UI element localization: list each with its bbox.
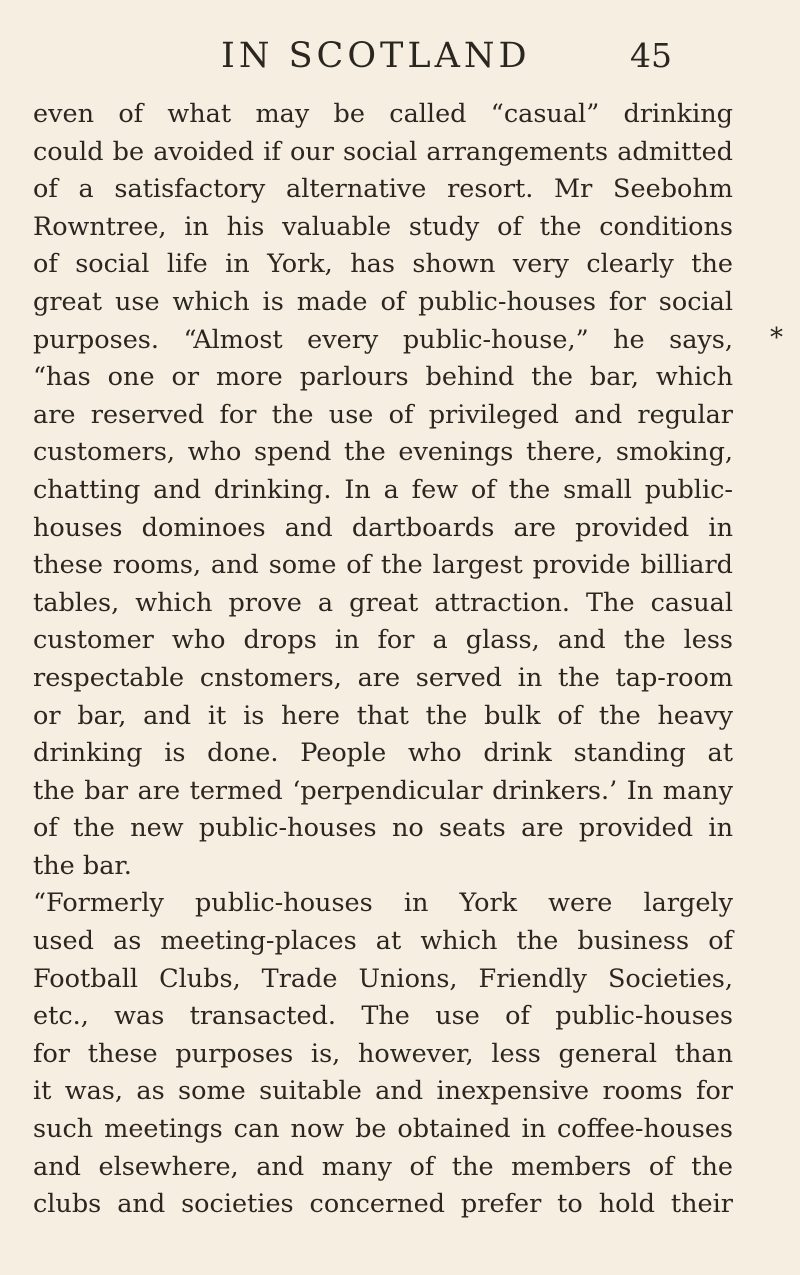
text-line: respectable cnstomers, are served in the tap-room <box>33 662 733 693</box>
text-line: purposes. “Almost every public-house,” he says, <box>33 324 733 355</box>
text-line: customers, who spend the evenings there, smoking, <box>33 437 733 468</box>
text-line: “has one or more parlours behind the bar, which <box>33 362 733 393</box>
body-text <box>33 96 733 1224</box>
text-line: great use which is made of public-houses for social <box>33 286 733 317</box>
text-line: and elsewhere, and many of the members of the <box>33 1151 733 1182</box>
text-line: for these purposes is, however, less general than <box>33 1038 733 1069</box>
text-line: it was, as some suitable and inexpensive rooms for <box>33 1076 733 1107</box>
text-line: or bar, and it is here that the bulk of the heavy <box>33 700 733 731</box>
text-line: are reserved for the use of privileged and regular <box>33 399 733 430</box>
text-line: customer who drops in for a glass, and the less <box>33 625 733 656</box>
text-line: of social life in York, has shown very clearly the <box>33 249 733 280</box>
text-line: “Formerly public-houses in York were largely <box>33 888 733 919</box>
text-line: etc., was transacted. The use of public-houses <box>33 1001 733 1032</box>
text-line: Rowntree, in his valuable study of the conditions <box>33 211 733 242</box>
text-line: chatting and drinking. In a few of the small public- <box>33 474 733 505</box>
text-line: houses dominoes and dartboards are provided in <box>33 512 733 543</box>
text-line: clubs and societies concerned prefer to hold their <box>33 1189 733 1220</box>
margin-asterisk-mark: * <box>770 323 783 353</box>
page-header <box>0 36 800 86</box>
text-line: drinking is done. People who drink standing at <box>33 738 733 769</box>
text-line: Football Clubs, Trade Unions, Friendly Societies, <box>33 963 733 994</box>
text-line: such meetings can now be obtained in coffee-houses <box>33 1114 733 1145</box>
text-line: the bar are termed ‘perpendicular drinkers.’ In many <box>33 775 733 806</box>
page-number: 45 <box>630 36 672 75</box>
text-line: of a satisfactory alternative resort. Mr Seebohm <box>33 174 733 205</box>
text-line: tables, which prove a great attraction. The casual <box>33 587 733 618</box>
text-line: even of what may be called “casual” drinking <box>33 99 733 129</box>
text-line: the bar. <box>33 850 132 881</box>
running-head: IN SCOTLAND <box>221 36 531 76</box>
text-line: these rooms, and some of the largest provide billiard <box>33 550 733 581</box>
text-line: could be avoided if our social arrangements admitted <box>33 136 733 167</box>
text-line: of the new public-houses no seats are provided in <box>33 813 733 844</box>
text-line: used as meeting-places at which the business of <box>33 926 733 957</box>
